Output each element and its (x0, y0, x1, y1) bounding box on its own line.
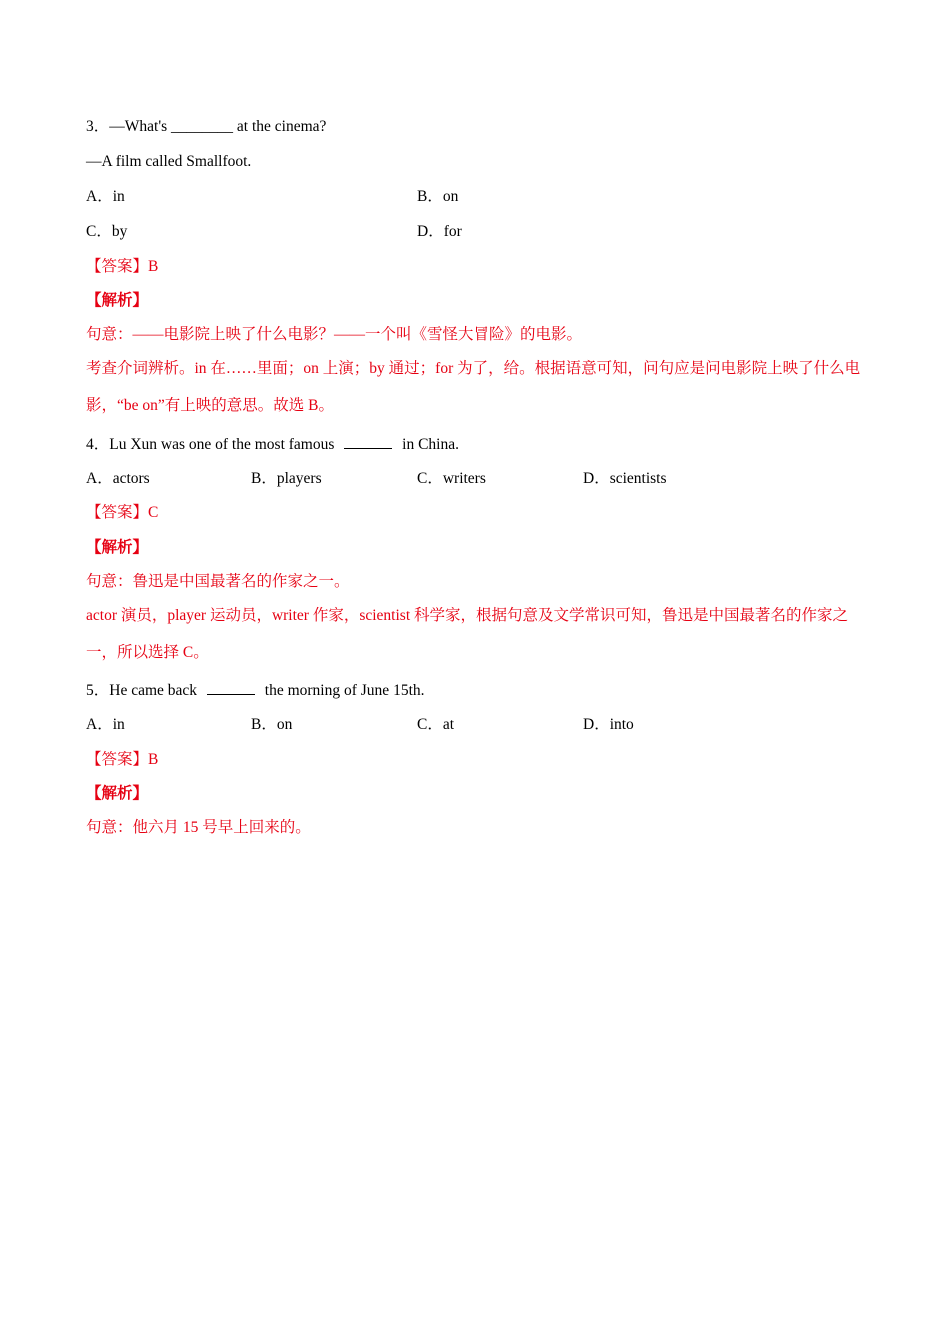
q5-option-a: A．in (86, 716, 125, 733)
q4-option-d: D．scientists (583, 470, 667, 487)
q5-option-c: C．at (417, 716, 455, 733)
q3-option-a: A．in (86, 188, 125, 205)
q4-stem-after: in China. (402, 436, 459, 453)
q3-explanation: 考查介词辨析。in 在……里面；on 上演；by 通过；for 为了，给。根据语意可知，问句应是问电影院上映了什么电影，“be on”有上映的意思。故选 B。 (86, 360, 861, 414)
q5-option-d: D．into (583, 716, 634, 733)
q4-blank (344, 434, 392, 449)
q3-answer: 【答案】B (86, 258, 159, 275)
q4-analysis-label: 【解析】 (86, 539, 149, 556)
q3-option-c: C．by (86, 223, 128, 240)
q3-stem: 3．—What's ________ at the cinema? (86, 118, 327, 135)
q5-answer: 【答案】B (86, 751, 159, 768)
q3-option-d: D．for (417, 223, 462, 240)
q4-stem (86, 434, 459, 455)
q4-meaning: 句意：鲁迅是中国最著名的作家之一。 (86, 573, 350, 590)
q4-option-a: A．actors (86, 470, 150, 487)
q3-analysis-label: 【解析】 (86, 292, 149, 309)
q5-analysis-label: 【解析】 (86, 785, 149, 802)
q3-reply: —A film called Smallfoot. (86, 153, 252, 170)
q4-option-c: C．writers (417, 470, 486, 487)
q5-option-b: B．on (251, 716, 293, 733)
q5-stem-before: 5．He came back (86, 682, 198, 699)
q5-meaning: 句意：他六月 15 号早上回来的。 (86, 819, 311, 836)
q3-option-b: B．on (417, 188, 459, 205)
q4-stem-before: 4．Lu Xun was one of the most famous (86, 436, 335, 453)
q5-stem (86, 680, 425, 701)
q4-answer: 【答案】C (86, 504, 159, 521)
q5-blank (207, 680, 255, 695)
q3-meaning: 句意：——电影院上映了什么电影？——一个叫《雪怪大冒险》的电影。 (86, 326, 583, 343)
q4-option-b: B．players (251, 470, 322, 487)
q4-explanation: actor 演员，player 运动员，writer 作家，scientist 科学家，根据句意及文学常识可知，鲁迅是中国最著名的作家之一，所以选择 C。 (86, 607, 849, 661)
q5-stem-after: the morning of June 15th. (264, 682, 425, 699)
